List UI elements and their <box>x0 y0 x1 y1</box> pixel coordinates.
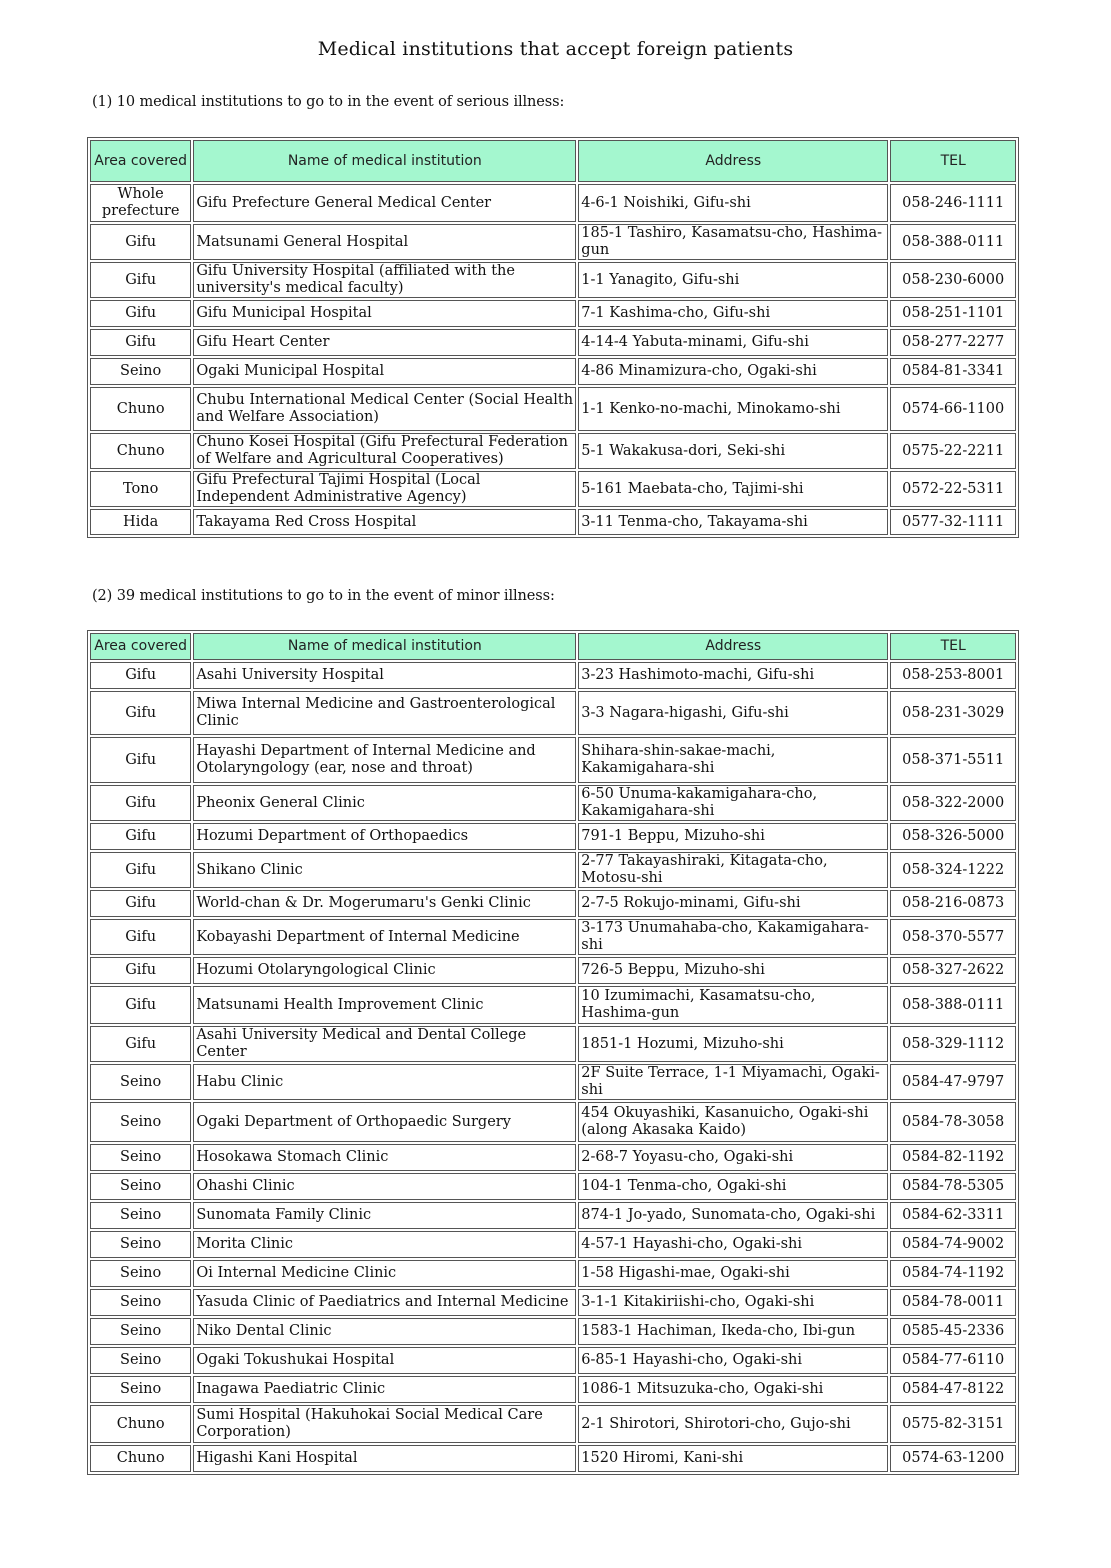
header-address: Address <box>578 633 888 660</box>
cell-address: 7-1 Kashima-cho, Gifu-shi <box>578 300 888 327</box>
header-tel: TEL <box>890 140 1016 182</box>
cell-area: Chuno <box>90 1445 191 1472</box>
cell-tel: 0584-78-3058 <box>890 1102 1016 1142</box>
table-row <box>90 1347 1016 1374</box>
cell-tel: 058-329-1112 <box>890 1026 1016 1062</box>
cell-area: Whole prefecture <box>90 184 191 222</box>
cell-address: Shihara-shin-sakae-machi, Kakamigahara-shi <box>578 737 888 783</box>
cell-address: 2-1 Shirotori, Shirotori-cho, Gujo-shi <box>578 1405 888 1443</box>
cell-address: 5-1 Wakakusa-dori, Seki-shi <box>578 433 888 469</box>
cell-name: Morita Clinic <box>193 1231 576 1258</box>
cell-name: Takayama Red Cross Hospital <box>193 509 576 535</box>
cell-tel: 0577-32-1111 <box>890 509 1016 535</box>
cell-tel: 058-253-8001 <box>890 662 1016 689</box>
cell-name: Gifu Heart Center <box>193 329 576 356</box>
cell-name: Pheonix General Clinic <box>193 785 576 821</box>
cell-area: Seino <box>90 358 191 385</box>
cell-name: Miwa Internal Medicine and Gastroenterological Clinic <box>193 691 576 735</box>
cell-tel: 058-231-3029 <box>890 691 1016 735</box>
cell-address: 4-57-1 Hayashi-cho, Ogaki-shi <box>578 1231 888 1258</box>
cell-tel: 058-322-2000 <box>890 785 1016 821</box>
cell-area: Seino <box>90 1064 191 1100</box>
cell-tel: 0584-78-5305 <box>890 1173 1016 1200</box>
header-area: Area covered <box>90 633 191 660</box>
table-row <box>90 823 1016 850</box>
cell-area: Gifu <box>90 224 191 260</box>
header-name: Name of medical institution <box>193 633 576 660</box>
cell-name: Hozumi Department of Orthopaedics <box>193 823 576 850</box>
table-row <box>90 262 1016 298</box>
cell-name: Asahi University Medical and Dental College Center <box>193 1026 576 1062</box>
cell-name: Kobayashi Department of Internal Medicine <box>193 919 576 955</box>
cell-name: Gifu Municipal Hospital <box>193 300 576 327</box>
header-tel: TEL <box>890 633 1016 660</box>
cell-area: Tono <box>90 471 191 507</box>
table-row <box>90 224 1016 260</box>
cell-name: Ogaki Department of Orthopaedic Surgery <box>193 1102 576 1142</box>
table-header-row <box>90 633 1016 660</box>
cell-area: Hida <box>90 509 191 535</box>
cell-tel: 058-326-5000 <box>890 823 1016 850</box>
cell-address: 185-1 Tashiro, Kasamatsu-cho, Hashima-gun <box>578 224 888 260</box>
header-name: Name of medical institution <box>193 140 576 182</box>
cell-tel: 0584-62-3311 <box>890 1202 1016 1229</box>
cell-tel: 058-388-0111 <box>890 986 1016 1024</box>
cell-address: 4-6-1 Noishiki, Gifu-shi <box>578 184 888 222</box>
cell-area: Chuno <box>90 387 191 431</box>
table-row <box>90 358 1016 385</box>
cell-tel: 058-277-2277 <box>890 329 1016 356</box>
table-row <box>90 300 1016 327</box>
cell-name: Sunomata Family Clinic <box>193 1202 576 1229</box>
table-row <box>90 957 1016 984</box>
cell-area: Seino <box>90 1318 191 1345</box>
table-row <box>90 329 1016 356</box>
cell-name: World-chan & Dr. Mogerumaru's Genki Clinic <box>193 890 576 917</box>
cell-name: Chuno Kosei Hospital (Gifu Prefectural Federation of Welfare and Agricultural Cooperatives) <box>193 433 576 469</box>
header-address: Address <box>578 140 888 182</box>
table-row <box>90 919 1016 955</box>
cell-address: 1583-1 Hachiman, Ikeda-cho, Ibi-gun <box>578 1318 888 1345</box>
cell-area: Gifu <box>90 785 191 821</box>
cell-name: Ohashi Clinic <box>193 1173 576 1200</box>
cell-name: Hozumi Otolaryngological Clinic <box>193 957 576 984</box>
table-row <box>90 471 1016 507</box>
page-title: Medical institutions that accept foreign patients <box>317 38 794 60</box>
cell-address: 6-85-1 Hayashi-cho, Ogaki-shi <box>578 1347 888 1374</box>
cell-tel: 0584-81-3341 <box>890 358 1016 385</box>
minor-illness-table <box>87 630 1019 1475</box>
table-row <box>90 1144 1016 1171</box>
cell-name: Niko Dental Clinic <box>193 1318 576 1345</box>
cell-name: Ogaki Tokushukai Hospital <box>193 1347 576 1374</box>
cell-area: Gifu <box>90 986 191 1024</box>
cell-address: 1-1 Kenko-no-machi, Minokamo-shi <box>578 387 888 431</box>
cell-address: 1-1 Yanagito, Gifu-shi <box>578 262 888 298</box>
cell-address: 454 Okuyashiki, Kasanuicho, Ogaki-shi (along Akasaka Kaido) <box>578 1102 888 1142</box>
cell-tel: 058-324-1222 <box>890 852 1016 888</box>
cell-area: Gifu <box>90 262 191 298</box>
table-row <box>90 184 1016 222</box>
table-row <box>90 433 1016 469</box>
table-row <box>90 986 1016 1024</box>
cell-area: Gifu <box>90 329 191 356</box>
cell-name: Inagawa Paediatric Clinic <box>193 1376 576 1403</box>
serious-illness-table <box>87 137 1019 538</box>
cell-tel: 0584-78-0011 <box>890 1289 1016 1316</box>
cell-address: 2F Suite Terrace, 1-1 Miyamachi, Ogaki-shi <box>578 1064 888 1100</box>
table-row <box>90 1026 1016 1062</box>
cell-tel: 0572-22-5311 <box>890 471 1016 507</box>
cell-tel: 058-216-0873 <box>890 890 1016 917</box>
cell-address: 2-77 Takayashiraki, Kitagata-cho, Motosu-shi <box>578 852 888 888</box>
section-heading-minor: (2) 39 medical institutions to go to in the event of minor illness: <box>92 588 555 604</box>
cell-tel: 058-370-5577 <box>890 919 1016 955</box>
table-row <box>90 852 1016 888</box>
table-row <box>90 1173 1016 1200</box>
cell-address: 5-161 Maebata-cho, Tajimi-shi <box>578 471 888 507</box>
cell-tel: 058-230-6000 <box>890 262 1016 298</box>
table-header-row <box>90 140 1016 182</box>
table-row <box>90 691 1016 735</box>
table-row <box>90 1231 1016 1258</box>
cell-tel: 0574-66-1100 <box>890 387 1016 431</box>
cell-address: 3-173 Unumahaba-cho, Kakamigahara-shi <box>578 919 888 955</box>
cell-area: Chuno <box>90 1405 191 1443</box>
table-row <box>90 1445 1016 1472</box>
cell-area: Gifu <box>90 1026 191 1062</box>
cell-name: Ogaki Municipal Hospital <box>193 358 576 385</box>
cell-area: Gifu <box>90 300 191 327</box>
cell-name: Oi Internal Medicine Clinic <box>193 1260 576 1287</box>
cell-name: Gifu University Hospital (affiliated with the university's medical faculty) <box>193 262 576 298</box>
cell-address: 3-3 Nagara-higashi, Gifu-shi <box>578 691 888 735</box>
cell-tel: 0575-22-2211 <box>890 433 1016 469</box>
cell-address: 874-1 Jo-yado, Sunomata-cho, Ogaki-shi <box>578 1202 888 1229</box>
table-row <box>90 1202 1016 1229</box>
cell-tel: 0584-77-6110 <box>890 1347 1016 1374</box>
cell-area: Seino <box>90 1260 191 1287</box>
table-row <box>90 1064 1016 1100</box>
table-row <box>90 509 1016 535</box>
table-row <box>90 1405 1016 1443</box>
cell-area: Gifu <box>90 823 191 850</box>
cell-area: Seino <box>90 1173 191 1200</box>
cell-tel: 058-246-1111 <box>890 184 1016 222</box>
cell-address: 1086-1 Mitsuzuka-cho, Ogaki-shi <box>578 1376 888 1403</box>
cell-tel: 0584-82-1192 <box>890 1144 1016 1171</box>
cell-address: 10 Izumimachi, Kasamatsu-cho, Hashima-gun <box>578 986 888 1024</box>
cell-address: 2-68-7 Yoyasu-cho, Ogaki-shi <box>578 1144 888 1171</box>
cell-address: 3-1-1 Kitakiriishi-cho, Ogaki-shi <box>578 1289 888 1316</box>
cell-name: Higashi Kani Hospital <box>193 1445 576 1472</box>
cell-tel: 0574-63-1200 <box>890 1445 1016 1472</box>
cell-address: 791-1 Beppu, Mizuho-shi <box>578 823 888 850</box>
cell-area: Seino <box>90 1144 191 1171</box>
cell-name: Matsunami General Hospital <box>193 224 576 260</box>
cell-address: 4-86 Minamizura-cho, Ogaki-shi <box>578 358 888 385</box>
cell-address: 3-23 Hashimoto-machi, Gifu-shi <box>578 662 888 689</box>
cell-address: 6-50 Unuma-kakamigahara-cho, Kakamigahara-shi <box>578 785 888 821</box>
cell-area: Gifu <box>90 890 191 917</box>
cell-area: Chuno <box>90 433 191 469</box>
cell-tel: 0584-74-9002 <box>890 1231 1016 1258</box>
cell-address: 104-1 Tenma-cho, Ogaki-shi <box>578 1173 888 1200</box>
cell-address: 1851-1 Hozumi, Mizuho-shi <box>578 1026 888 1062</box>
cell-area: Seino <box>90 1231 191 1258</box>
cell-tel: 058-327-2622 <box>890 957 1016 984</box>
cell-area: Gifu <box>90 957 191 984</box>
table-row <box>90 1260 1016 1287</box>
cell-tel: 0584-47-9797 <box>890 1064 1016 1100</box>
table-row <box>90 890 1016 917</box>
table-row <box>90 662 1016 689</box>
table-row <box>90 1376 1016 1403</box>
cell-tel: 058-388-0111 <box>890 224 1016 260</box>
cell-name: Hosokawa Stomach Clinic <box>193 1144 576 1171</box>
cell-area: Gifu <box>90 662 191 689</box>
cell-name: Matsunami Health Improvement Clinic <box>193 986 576 1024</box>
cell-name: Gifu Prefectural Tajimi Hospital (Local Independent Administrative Agency) <box>193 471 576 507</box>
table-row <box>90 737 1016 783</box>
cell-tel: 0584-47-8122 <box>890 1376 1016 1403</box>
cell-name: Yasuda Clinic of Paediatrics and Internal Medicine <box>193 1289 576 1316</box>
cell-area: Seino <box>90 1347 191 1374</box>
cell-area: Seino <box>90 1289 191 1316</box>
cell-tel: 0584-74-1192 <box>890 1260 1016 1287</box>
cell-tel: 0585-45-2336 <box>890 1318 1016 1345</box>
cell-area: Seino <box>90 1376 191 1403</box>
section-heading-serious: (1) 10 medical institutions to go to in the event of serious illness: <box>92 94 565 110</box>
cell-name: Gifu Prefecture General Medical Center <box>193 184 576 222</box>
cell-name: Shikano Clinic <box>193 852 576 888</box>
cell-address: 3-11 Tenma-cho, Takayama-shi <box>578 509 888 535</box>
cell-name: Habu Clinic <box>193 1064 576 1100</box>
cell-area: Gifu <box>90 919 191 955</box>
cell-name: Sumi Hospital (Hakuhokai Social Medical Care Corporation) <box>193 1405 576 1443</box>
cell-name: Hayashi Department of Internal Medicine and Otolaryngology (ear, nose and throat) <box>193 737 576 783</box>
cell-address: 4-14-4 Yabuta-minami, Gifu-shi <box>578 329 888 356</box>
cell-address: 726-5 Beppu, Mizuho-shi <box>578 957 888 984</box>
table-row <box>90 785 1016 821</box>
cell-address: 1520 Hiromi, Kani-shi <box>578 1445 888 1472</box>
header-area: Area covered <box>90 140 191 182</box>
cell-address: 1-58 Higashi-mae, Ogaki-shi <box>578 1260 888 1287</box>
table-row <box>90 1318 1016 1345</box>
table-row <box>90 1289 1016 1316</box>
table-row <box>90 387 1016 431</box>
cell-area: Seino <box>90 1202 191 1229</box>
table-row <box>90 1102 1016 1142</box>
cell-area: Gifu <box>90 737 191 783</box>
cell-name: Asahi University Hospital <box>193 662 576 689</box>
cell-tel: 0575-82-3151 <box>890 1405 1016 1443</box>
cell-area: Seino <box>90 1102 191 1142</box>
cell-address: 2-7-5 Rokujo-minami, Gifu-shi <box>578 890 888 917</box>
cell-tel: 058-251-1101 <box>890 300 1016 327</box>
cell-name: Chubu International Medical Center (Social Health and Welfare Association) <box>193 387 576 431</box>
cell-area: Gifu <box>90 852 191 888</box>
cell-area: Gifu <box>90 691 191 735</box>
cell-tel: 058-371-5511 <box>890 737 1016 783</box>
